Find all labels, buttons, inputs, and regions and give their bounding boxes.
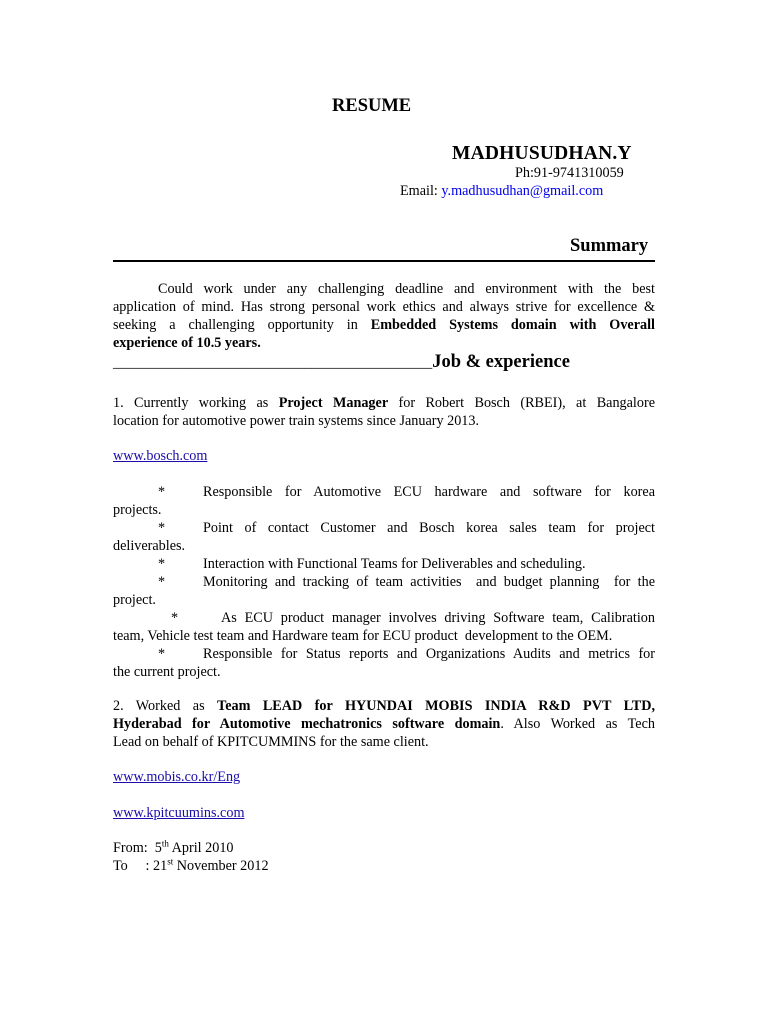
bosch-link-row — [113, 447, 207, 465]
to-date — [113, 857, 269, 875]
job-item-1-company: for Robert Bosch (RBEI), at Bangalore — [388, 395, 655, 411]
job-item-1-intro: 1. Currently working as — [113, 395, 279, 411]
summary-line-3 — [113, 316, 655, 334]
kpit-link-row — [113, 804, 244, 822]
job-heading-underline: _____________________________________________ — [113, 355, 433, 371]
to-label: To : 21 — [113, 858, 168, 874]
email-label: Email: — [400, 183, 442, 199]
bullet-line — [113, 483, 655, 501]
bullet-line — [113, 609, 655, 627]
bullet-star: * — [158, 520, 166, 536]
bullet-line — [113, 519, 655, 537]
bullet-text: Point of contact Customer and Bosch korea sales team for project — [203, 520, 655, 536]
bullet-continuation: projects. — [113, 502, 162, 518]
bullet-continuation: deliverables. — [113, 538, 186, 554]
job-item-1-bullets — [113, 483, 655, 681]
bullet-line — [113, 573, 655, 591]
bullet-line — [113, 555, 655, 573]
email-link[interactable]: y.madhusudhan@gmail.com — [441, 183, 604, 199]
bullet-star: * — [158, 484, 166, 500]
phone-number: Ph:91-9741310059 — [515, 165, 624, 181]
mobis-link[interactable]: www.mobis.co.kr/Eng — [113, 769, 241, 785]
from-sup: th — [161, 838, 169, 849]
to-rest: November 2012 — [173, 858, 269, 874]
summary-experience: experience of 10.5 years. — [113, 335, 261, 351]
summary-line-4 — [113, 334, 655, 352]
job-item-2-line-2 — [113, 715, 655, 733]
email-line — [400, 182, 603, 200]
summary-divider — [113, 260, 655, 262]
bullet-item — [113, 609, 655, 645]
bullet-item — [113, 555, 655, 573]
bosch-link[interactable]: www.bosch.com — [113, 448, 208, 464]
job-item-2-line-3: Lead on behalf of KPITCUMMINS for the same client. — [113, 734, 429, 750]
from-date — [113, 839, 234, 857]
job-item-2-line-1 — [113, 697, 655, 715]
document-title: RESUME — [332, 96, 412, 116]
job-item-2-location: Hyderabad for Automotive mechatronics software domain — [113, 716, 501, 732]
bullet-continuation: team, Vehicle test team and Hardware team for ECU product development to the OEM. — [113, 628, 613, 644]
bullet-text: Responsible for Status reports and Organizations Audits and metrics for — [203, 646, 655, 662]
summary-emphasis: Embedded Systems domain with Overall — [370, 317, 655, 333]
kpit-link[interactable]: www.kpitcuumins.com — [113, 805, 245, 821]
job-item-2-also: . Also Worked as Tech — [500, 716, 655, 732]
candidate-name: MADHUSUDHAN.Y — [452, 143, 632, 164]
from-label: From: 5 — [113, 840, 162, 856]
job-item-1-role: Project Manager — [278, 395, 389, 411]
bullet-text: Responsible for Automotive ECU hardware and software for korea — [203, 484, 655, 500]
from-rest: April 2010 — [168, 840, 234, 856]
job-item-2-intro: 2. Worked as — [113, 698, 218, 714]
job-item-1-line-2: location for automotive power train systems since January 2013. — [113, 413, 480, 429]
job-item-1-line-1 — [113, 394, 655, 412]
bullet-star: * — [158, 574, 166, 590]
bullet-star: * — [171, 610, 179, 626]
summary-line-1: Could work under any challenging deadline and environment with the best — [158, 281, 655, 297]
job-item-1 — [113, 394, 655, 430]
bullet-text: Interaction with Functional Teams for Deliverables and scheduling. — [203, 556, 586, 572]
summary-line-2: application of mind. Has strong personal work ethics and always strive for excellence & — [113, 299, 655, 315]
summary-line-3-text: seeking a challenging opportunity in — [113, 317, 371, 333]
job-item-2 — [113, 697, 655, 751]
bullet-line — [113, 645, 655, 663]
job-heading: Job & experience — [432, 352, 570, 372]
bullet-text: As ECU product manager involves driving Software team, Calibration — [221, 610, 655, 626]
bullet-star: * — [158, 556, 166, 572]
bullet-item — [113, 519, 655, 555]
bullet-text: Monitoring and tracking of team activities and budget planning for the — [203, 574, 655, 590]
job-heading-row — [113, 352, 570, 373]
mobis-link-row — [113, 768, 240, 786]
bullet-item — [113, 645, 655, 681]
summary-heading: Summary — [570, 236, 649, 256]
bullet-item — [113, 573, 655, 609]
bullet-continuation: project. — [113, 592, 156, 608]
bullet-star: * — [158, 646, 166, 662]
to-sup: st — [167, 856, 174, 867]
bullet-continuation: the current project. — [113, 664, 221, 680]
bullet-item — [113, 483, 655, 519]
summary-paragraph — [113, 280, 655, 352]
job-item-2-role: Team LEAD for HYUNDAI MOBIS INDIA R&D PVT LTD, — [217, 698, 655, 714]
